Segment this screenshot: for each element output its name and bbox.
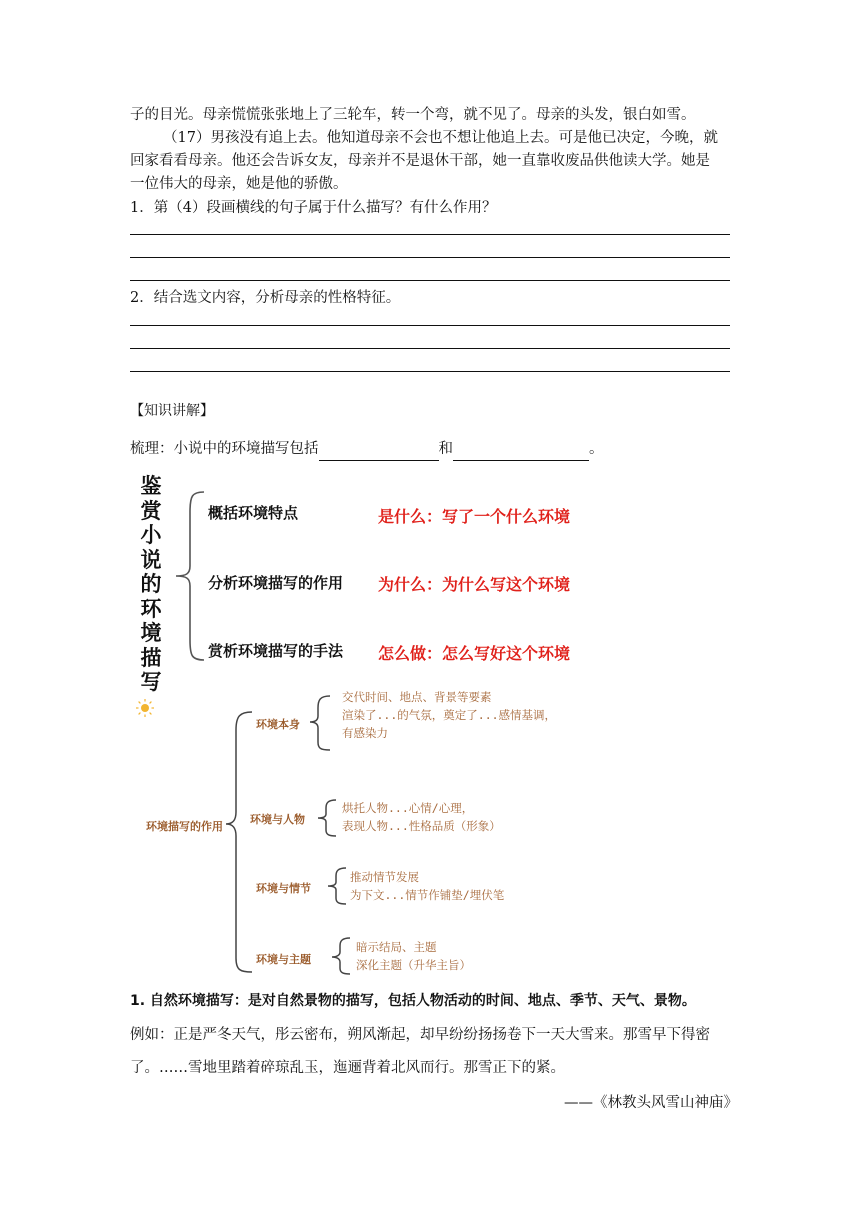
example-line: 了。……雪地里踏着碎琼乱玉，迤逦背着北风而行。那雪正下的紧。 bbox=[130, 1060, 565, 1076]
answer-line[interactable] bbox=[130, 348, 730, 349]
mindmap-leaf: 表现人物...性格品质（形象） bbox=[342, 819, 501, 833]
brace-icon bbox=[170, 488, 210, 668]
sun-icon bbox=[135, 698, 155, 718]
diagram-row-label: 概括环境特点 bbox=[208, 504, 299, 522]
summary-and: 和 bbox=[438, 441, 453, 457]
mindmap-leaf: 推动情节发展 bbox=[350, 870, 419, 884]
summary-end: 。 bbox=[589, 441, 604, 457]
diagram-row-label: 分析环境描写的作用 bbox=[208, 574, 344, 592]
question-1: 1．第（4）段画横线的句子属于什么描写？有什么作用？ bbox=[130, 200, 497, 216]
mindmap-leaf: 渲染了...的气氛，奠定了...感情基调， bbox=[342, 708, 557, 722]
summary-prefix: 梳理：小说中的环境描写包括 bbox=[130, 441, 319, 457]
diagram-title-vertical: 鉴 赏 小 说 的 环 境 描 写 bbox=[140, 474, 162, 694]
mindmap-leaf: 深化主题（升华主旨） bbox=[356, 958, 471, 972]
mindmap-leaf: 交代时间、地点、背景等要素 bbox=[342, 690, 492, 704]
mindmap-leaf: 有感染力 bbox=[342, 726, 388, 740]
mindmap-branch: 环境本身 bbox=[256, 718, 300, 731]
example-line: 例如：正是严冬天气，彤云密布，朔风渐起，却早纷纷扬扬卷下一天大雪来。那雪早下得密 bbox=[130, 1027, 710, 1043]
summary-sentence bbox=[130, 438, 604, 461]
question-2: 2．结合选文内容，分析母亲的性格特征。 bbox=[130, 290, 401, 306]
diagram-row-note: 为什么：为什么写这个环境 bbox=[378, 575, 571, 594]
passage-line: 回家看看母亲。他还会告诉女友，母亲并不是退休干部，她一直靠收废品供他读大学。她是 bbox=[130, 153, 710, 169]
mindmap-branch: 环境与人物 bbox=[250, 813, 305, 826]
mindmap-branch: 环境与情节 bbox=[256, 882, 311, 895]
answer-line[interactable] bbox=[130, 325, 730, 326]
answer-line[interactable] bbox=[130, 234, 730, 235]
fill-blank-2[interactable] bbox=[453, 444, 589, 461]
fill-blank-1[interactable] bbox=[319, 444, 439, 461]
answer-line[interactable] bbox=[130, 257, 730, 258]
example-source: ——《林教头风雪山神庙》 bbox=[564, 1095, 738, 1111]
answer-line[interactable] bbox=[130, 371, 730, 372]
mindmap-leaf: 暗示结局、主题 bbox=[356, 940, 437, 954]
passage-line: （17）男孩没有追上去。他知道母亲不会也不想让他追上去。可是他已决定，今晚，就 bbox=[163, 130, 718, 146]
passage-line: 子的目光。母亲慌慌张张地上了三轮车，转一个弯，就不见了。母亲的头发，银白如雪。 bbox=[130, 107, 696, 123]
section-1-heading: 1. 自然环境描写：是对自然景物的描写，包括人物活动的时间、地点、季节、天气、景物。 bbox=[130, 993, 696, 1009]
mindmap-root: 环境描写的作用 bbox=[146, 820, 223, 833]
mindmap-leaf: 为下文...情节作铺垫/埋伏笔 bbox=[350, 888, 505, 902]
diagram-row-note: 怎么做：怎么写好这个环境 bbox=[378, 644, 571, 663]
mindmap-leaf: 烘托人物...心情/心理， bbox=[342, 801, 474, 815]
mindmap-branch: 环境与主题 bbox=[256, 953, 311, 966]
diagram-row-note: 是什么：写了一个什么环境 bbox=[378, 507, 571, 526]
section-heading: 【知识讲解】 bbox=[130, 403, 214, 419]
diagram-row-label: 赏析环境描写的手法 bbox=[208, 642, 344, 660]
answer-line[interactable] bbox=[130, 280, 730, 281]
passage-line: 一位伟大的母亲，她是他的骄傲。 bbox=[130, 176, 348, 192]
